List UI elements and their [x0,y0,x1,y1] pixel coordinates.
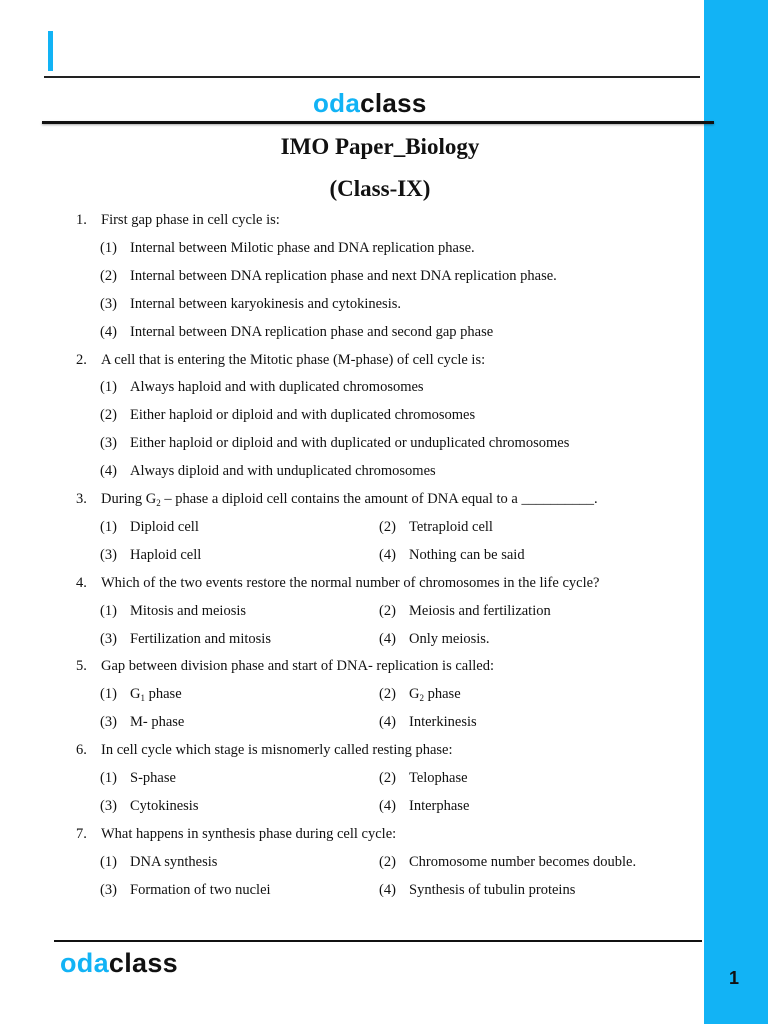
option-text: DNA synthesis [130,853,218,870]
option-row [0,517,704,537]
option-row [0,601,704,621]
option-number: (4) [379,714,396,731]
page-subtitle: (Class-IX) [329,176,431,201]
question-6 [0,740,704,760]
question-number: 3. [76,491,87,507]
option-text: Always diploid and with unduplicated chromosomes [130,463,436,480]
option-text: Mitosis and meiosis [130,602,247,619]
option-number: (3) [100,797,117,814]
option-row [0,266,704,286]
option-number: (3) [100,295,117,312]
footer-divider [54,940,702,942]
option-number: (2) [379,518,396,535]
option-number: (2) [379,602,396,619]
question-number: 1. [76,212,87,228]
option-number: (3) [100,546,117,563]
option-number: (3) [100,630,117,647]
option-text: Tetraploid cell [409,518,493,535]
text-part: – phase a diploid cell contains the amount of DNA equal to a __________. [160,491,598,507]
question-text: Gap between division phase and start of DNA- replication is called: [101,658,494,675]
logo-oda-text: oda [60,948,109,978]
option-text: Chromosome number becomes double. [409,853,637,870]
option-number: (4) [379,797,396,814]
question-5 [0,656,704,676]
option-row [0,712,704,732]
option-text: Internal between DNA replication phase and next DNA replication phase. [130,267,557,284]
option-text: Nothing can be said [409,546,525,563]
option-number: (1) [100,770,117,786]
option-text: Internal between Milotic phase and DNA replication phase. [130,239,475,256]
option-text: Only meiosis. [409,630,490,647]
text-part: phase [423,686,461,703]
option-row [0,545,704,565]
option-text: Diploid cell [130,518,199,535]
option-number: (1) [100,379,117,396]
question-number: 6. [76,742,87,759]
subscript: 2 [156,498,161,508]
page-title: IMO Paper_Biology [280,134,480,159]
text-part: During G [101,491,157,507]
question-number: 4. [76,574,87,591]
option-number: (4) [100,463,117,480]
option-text: Either haploid or diploid and with duplicated or unduplicated chromosomes [130,435,570,452]
option-number: (4) [379,630,396,647]
option-text: Either haploid or diploid and with duplicated chromosomes [130,407,476,424]
option-text: Always haploid and with duplicated chromosomes [130,379,424,396]
option-row [0,294,704,314]
option-number: (3) [100,881,117,898]
option-text: Internal between karyokinesis and cytokinesis. [130,295,401,312]
option-number: (3) [100,714,117,731]
option-number: (4) [100,323,117,340]
logo-oda-text: oda [313,88,361,118]
option-text: S-phase [130,770,176,786]
text-part: G [130,686,141,703]
option-number: (2) [100,267,117,284]
question-text: First gap phase in cell cycle is: [101,212,280,228]
question-text: What happens in synthesis phase during cell cycle: [101,825,397,842]
option-text: Telophase [409,770,468,786]
question-number: 2. [76,351,87,368]
option-number: (1) [100,853,117,870]
option-row [0,768,704,788]
option-row [0,377,704,397]
question-7 [0,824,704,844]
option-number: (1) [100,239,117,256]
option-text: Interphase [409,797,470,814]
option-text [409,684,461,705]
footer-logo [60,946,178,980]
option-row [0,433,704,453]
subscript: 2 [419,693,424,704]
option-text: M- phase [130,714,185,731]
option-text: Synthesis of tubulin proteins [409,881,576,898]
question-2 [0,350,704,370]
option-number: (4) [379,546,396,563]
option-text: Meiosis and fertilization [409,602,551,619]
option-number: (2) [379,770,396,786]
text-part: G [409,686,420,703]
option-row [0,684,704,704]
option-text: Interkinesis [409,714,477,731]
subscript: 1 [140,693,145,704]
option-text [130,684,182,705]
question-text: A cell that is entering the Mitotic phase (M-phase) of cell cycle is: [101,351,486,368]
option-number: (2) [379,686,396,703]
option-row [0,852,704,872]
question-1 [0,210,704,230]
option-text: Fertilization and mitosis [130,630,271,647]
option-row [0,461,704,481]
question-text: In cell cycle which stage is misnomerly called resting phase: [101,742,453,759]
option-row [0,238,704,258]
question-text: Which of the two events restore the normal number of chromosomes in the life cycle? [101,574,600,591]
question-number: 5. [76,658,87,675]
option-text: Haploid cell [130,546,202,563]
question-number: 7. [76,825,87,842]
option-number: (1) [100,518,117,535]
logo-class-text: class [360,88,427,118]
text-part: phase [144,686,182,703]
option-text: Formation of two nuclei [130,881,271,898]
option-number: (4) [379,881,396,898]
option-row [0,880,704,900]
option-row [0,405,704,425]
option-text: Internal between DNA replication phase and second gap phase [130,323,494,340]
option-number: (2) [100,407,117,424]
option-text: Cytokinesis [130,797,199,814]
option-number: (1) [100,602,117,619]
option-number: (3) [100,435,117,452]
option-number: (1) [100,686,117,703]
question-3 [0,489,704,509]
logo-class-text: class [108,948,178,978]
question-text [101,489,598,510]
option-row [0,322,704,342]
page-number: 1 [728,968,739,988]
option-row [0,796,704,816]
option-number: (2) [379,853,396,870]
question-4 [0,573,704,593]
option-row [0,629,704,649]
